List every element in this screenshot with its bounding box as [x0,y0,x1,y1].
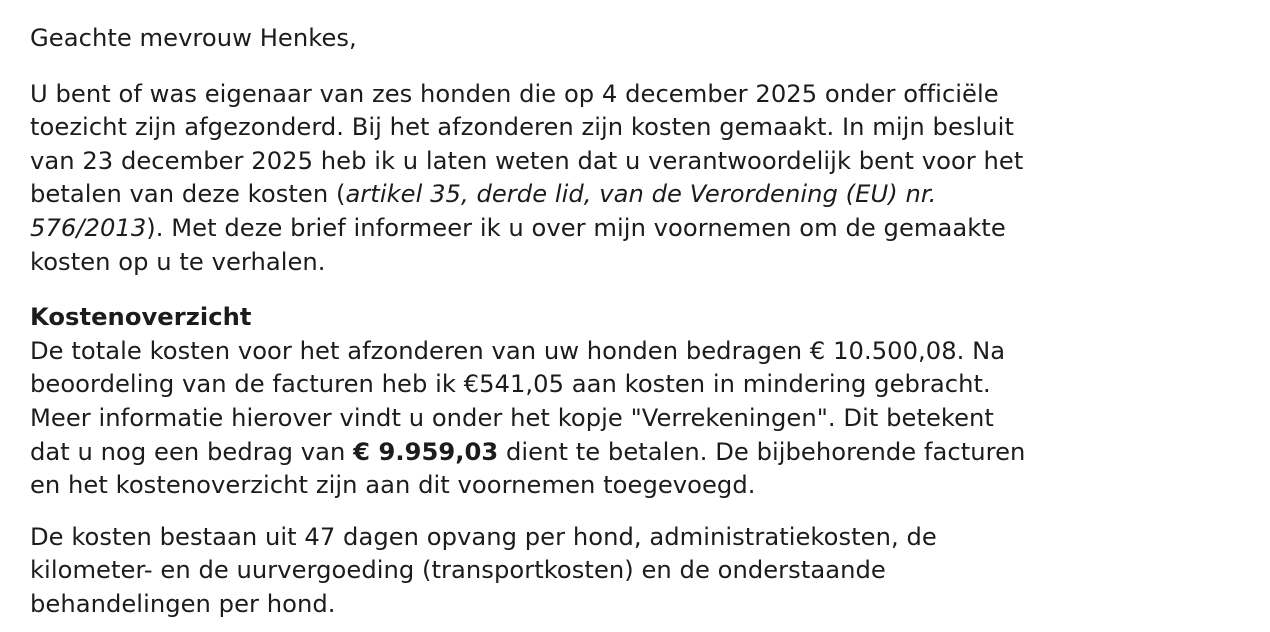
salutation [30,22,1250,56]
cost-text: dient te betalen. De bijbehorende facturen [498,437,1026,466]
composition-line: kilometer- en de uurvergoeding (transportkosten) en de onderstaande [30,556,886,585]
intro-line: U bent of was eigenaar van zes honden die op 4 december 2025 onder officiële [30,79,999,108]
composition-line: behandelingen per hond. [30,589,336,618]
intro-text: ). Met deze brief informeer ik u over mijn voornemen om de gemaakte [146,213,1006,242]
cost-line: Meer informatie hierover vindt u onder het kopje "Verrekeningen". Dit betekent [30,403,994,432]
amount-due: € 9.959,03 [353,437,499,466]
intro-line: toezicht zijn afgezonderd. Bij het afzonderen zijn kosten gemaakt. In mijn besluit [30,113,1014,142]
cost-line: De totale kosten voor het afzonderen van uw honden bedragen € 10.500,08. Na [30,336,1006,365]
cost-line: en het kostenoverzicht zijn aan dit voornemen toegevoegd. [30,471,756,500]
intro-line: van 23 december 2025 heb ik u laten weten dat u verantwoordelijk bent voor het [30,146,1024,175]
composition-paragraph [30,521,1250,622]
salutation-text: Geachte mevrouw Henkes, [30,24,357,52]
cost-overview-paragraph [30,301,1250,503]
legal-citation: 576/2013 [30,213,147,242]
cost-line: beoordeling van de facturen heb ik €541,05 aan kosten in mindering gebracht. [30,370,991,399]
intro-paragraph [30,78,1250,280]
intro-line [30,178,1250,212]
cost-text: dat u nog een bedrag van [30,437,354,466]
cost-line [30,436,1250,470]
intro-line [30,212,1250,246]
composition-line: De kosten bestaan uit 47 dagen opvang per hond, administratiekosten, de [30,522,937,551]
intro-text: betalen van deze kosten ( [30,180,346,209]
legal-citation: artikel 35, derde lid, van de Verordening (EU) nr. [345,180,937,209]
intro-line: kosten op u te verhalen. [30,247,326,276]
section-heading: Kostenoverzicht [30,303,252,332]
